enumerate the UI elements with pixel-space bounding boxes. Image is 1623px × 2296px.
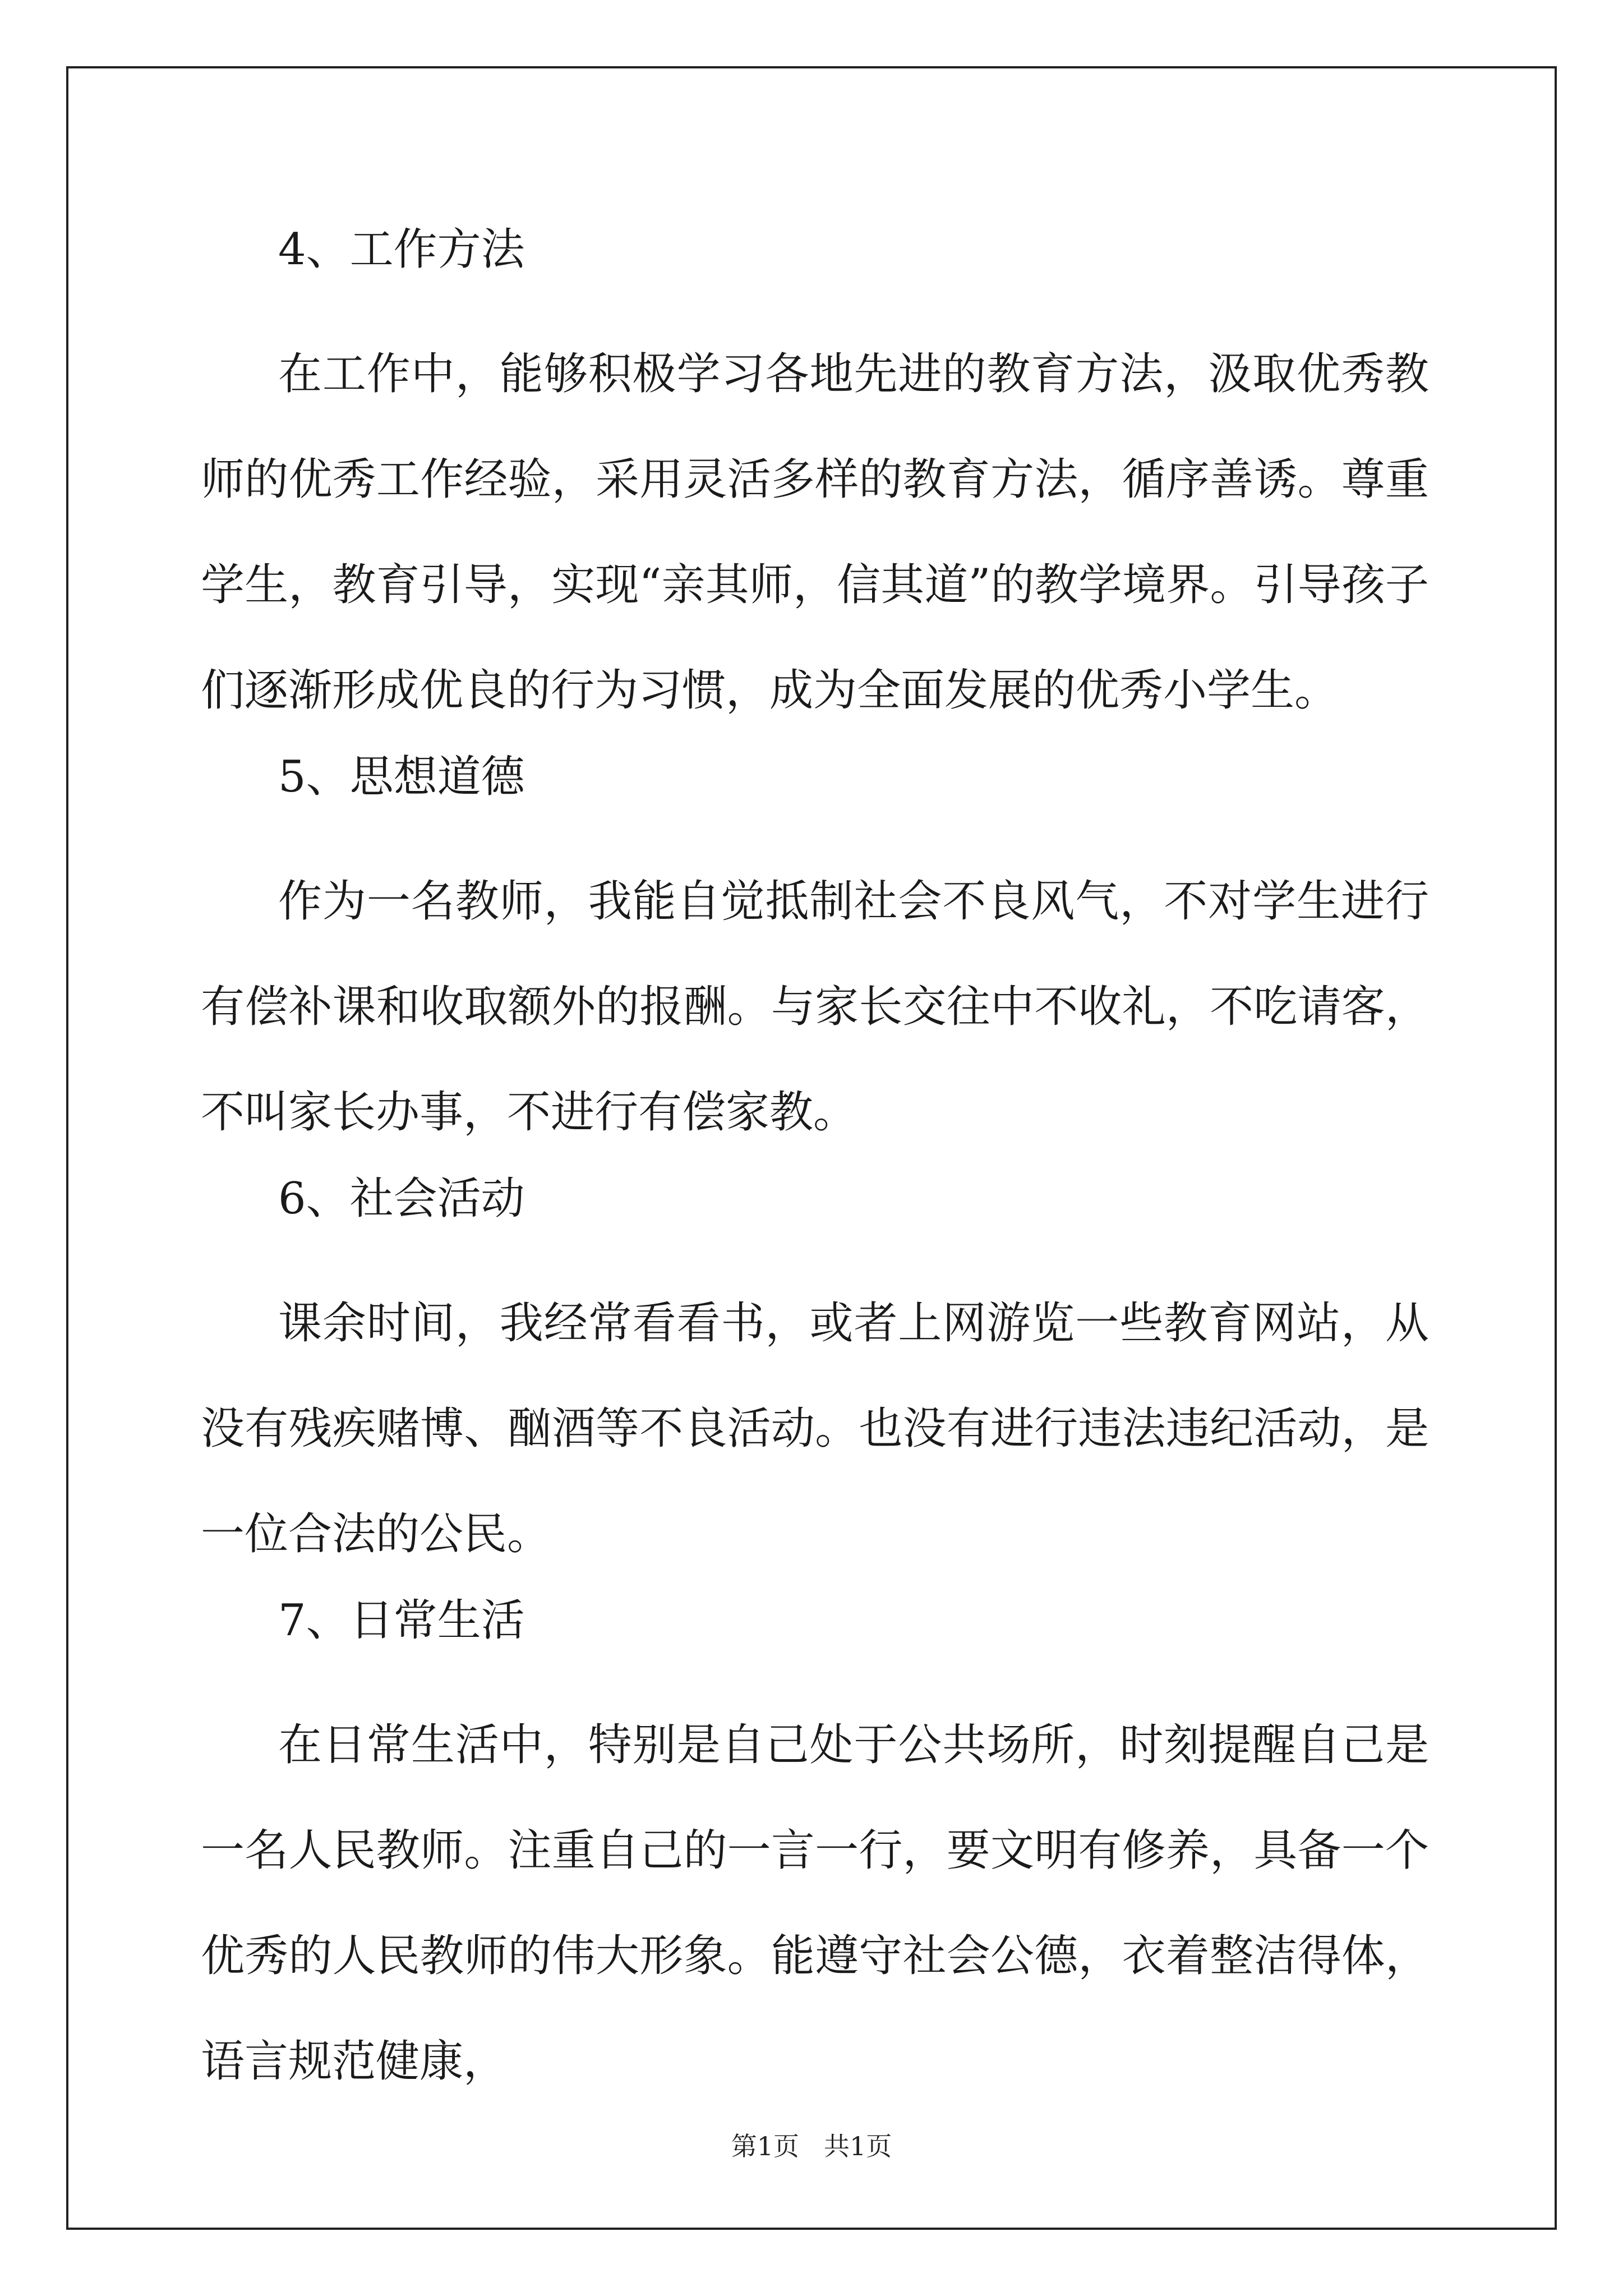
section-heading: 6、社会活动 bbox=[278, 1174, 525, 1224]
section-heading: 7、日常生活 bbox=[278, 1595, 525, 1646]
section-paragraph: 在日常生活中，特别是自己处于公共场所，时刻提醒自己是一名人民教师。注重自己的一言一行，要文明有修养，具备一个优秀的人民教师的伟大形象。能遵守社会公德，衣着整洁得体，语言规范健康， bbox=[201, 1720, 1429, 2087]
page-footer bbox=[0, 2126, 1623, 2163]
section-paragraph: 在工作中，能够积极学习各地先进的教育方法，汲取优秀教师的优秀工作经验，采用灵活多样的教育方法，循序善诱。尊重学生，教育引导，实现“亲其师，信其道”的教学境界。引导孩子们逐渐形成优良的行为习惯，成为全面发展的优秀小学生。 bbox=[201, 349, 1429, 716]
section-work-method bbox=[201, 216, 1429, 743]
section-daily-life bbox=[201, 1587, 1429, 2114]
page-total: 共1页 bbox=[824, 2131, 892, 2161]
section-heading: 4、工作方法 bbox=[278, 224, 525, 275]
section-social-activities bbox=[201, 1165, 1429, 1587]
section-paragraph: 课余时间，我经常看看书，或者上网游览一些教育网站，从没有残疾赌博、酗酒等不良活动。也没有进行违法违纪活动，是一位合法的公民。 bbox=[201, 1298, 1429, 1559]
section-heading: 5、思想道德 bbox=[278, 752, 525, 802]
document-body bbox=[201, 216, 1429, 2114]
page-number: 第1页 bbox=[731, 2131, 799, 2161]
section-paragraph: 作为一名教师，我能自觉抵制社会不良风气，不对学生进行有偿补课和收取额外的报酬。与家长交往中不收礼，不吃请客，不叫家长办事，不进行有偿家教。 bbox=[201, 876, 1429, 1138]
section-ideology-morality bbox=[201, 743, 1429, 1165]
